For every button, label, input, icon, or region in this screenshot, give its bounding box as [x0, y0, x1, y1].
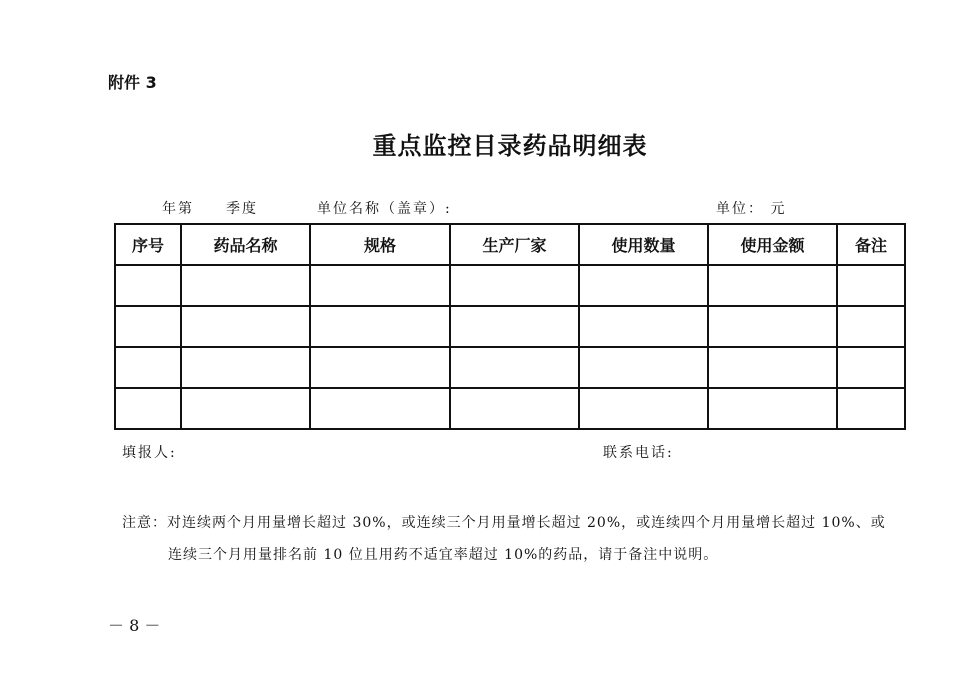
header-manufacturer: 生产厂家	[450, 224, 579, 265]
header-usage-quantity: 使用数量	[579, 224, 708, 265]
table-cell	[708, 306, 837, 347]
table-cell	[708, 265, 837, 306]
table-cell	[837, 347, 905, 388]
table-cell	[181, 265, 310, 306]
table-header-row	[115, 224, 905, 265]
table-row	[115, 388, 905, 429]
table-cell	[181, 306, 310, 347]
header-serial-no: 序号	[115, 224, 181, 265]
currency-label: 单位： 元	[716, 201, 787, 217]
table-cell	[115, 306, 181, 347]
table-cell	[450, 347, 579, 388]
table-cell	[181, 388, 310, 429]
table-cell	[450, 306, 579, 347]
table-cell	[708, 388, 837, 429]
table-cell	[579, 388, 708, 429]
table-cell	[579, 265, 708, 306]
unit-name-label: 单位名称（盖章）:	[317, 201, 452, 217]
table-cell	[310, 388, 450, 429]
table-cell	[181, 347, 310, 388]
table-cell	[115, 265, 181, 306]
contact-phone-label: 联系电话:	[603, 445, 674, 461]
header-specification: 规格	[310, 224, 450, 265]
table-cell	[450, 265, 579, 306]
table-cell	[115, 347, 181, 388]
document-title: 重点监控目录药品明细表	[372, 131, 648, 160]
note-line-1: 注意：对连续两个月用量增长超过 30%，或连续三个月用量增长超过 20%，或连续四个月用量增长超过 10%、或	[122, 515, 886, 531]
table-cell	[708, 347, 837, 388]
table-cell	[837, 306, 905, 347]
table-cell	[579, 306, 708, 347]
table-row	[115, 347, 905, 388]
table-cell	[450, 388, 579, 429]
table-row	[115, 306, 905, 347]
table-cell	[310, 347, 450, 388]
filler-label: 填报人:	[122, 445, 177, 461]
header-usage-amount: 使用金额	[708, 224, 837, 265]
table-cell	[310, 306, 450, 347]
table-cell	[310, 265, 450, 306]
header-remarks: 备注	[837, 224, 905, 265]
drug-detail-table	[114, 223, 906, 430]
table-cell	[579, 347, 708, 388]
table-cell	[837, 265, 905, 306]
header-drug-name: 药品名称	[181, 224, 310, 265]
attachment-label: 附件 3	[108, 73, 157, 92]
quarter-label: 季度	[226, 201, 258, 217]
note-line-2: 连续三个月用量排名前 10 位且用药不适宜率超过 10%的药品，请于备注中说明。	[168, 547, 719, 563]
table-row	[115, 265, 905, 306]
year-label: 年第	[162, 201, 194, 217]
table-cell	[837, 388, 905, 429]
table-cell	[115, 388, 181, 429]
page-number: － 8 －	[108, 616, 161, 635]
